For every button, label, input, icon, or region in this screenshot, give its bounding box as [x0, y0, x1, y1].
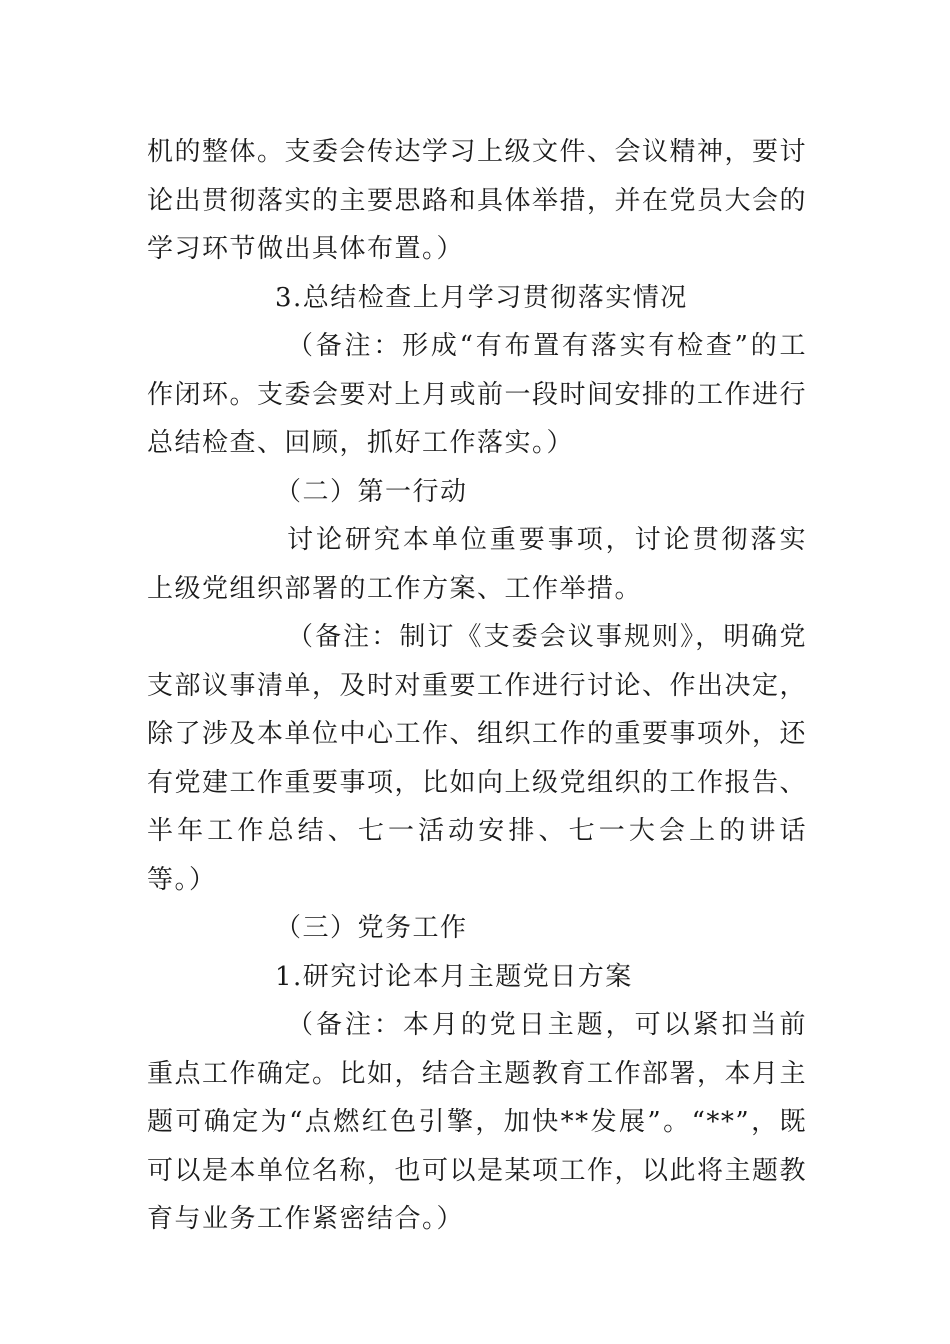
subheading-item-3: 3.总结检查上月学习贯彻落实情况	[275, 282, 688, 313]
note-paragraph: （备注：形成“有布置有落实有检查”的工作闭环。支委会要对上月或前一段时间安排的工作进行总结检查、回顾，抓好工作落实。）	[147, 331, 808, 458]
note-paragraph: （备注：制订《支委会议事规则》，明确党支部议事清单，及时对重要工作进行讨论、作出决定，除了涉及本单位中心工作、组织工作的重要事项外，还有党建工作重要事项，比如向上级党组织的工作报告、半年工作总结、七一活动安排、七一大会上的讲话等。）	[147, 622, 808, 895]
body-paragraph: 讨论研究本单位重要事项，讨论贯彻落实上级党组织部署的工作方案、工作举措。	[147, 525, 807, 604]
paragraph-continuation: 机的整体。支委会传达学习上级文件、会议精神，要讨论出贯彻落实的主要思路和具体举措，并在党员大会的学习环节做出具体布置。）	[147, 137, 808, 264]
section-heading-3: （三）党务工作	[275, 913, 468, 943]
note-paragraph: （备注：本月的党日主题，可以紧扣当前重点工作确定。比如，结合主题教育工作部署，本月主题可确定为“点燃红色引擎，加快**发展”。“**”，既可以是本单位名称，也可以是某项工作，以此将主题教育与业务工作紧密结合。）	[147, 1010, 808, 1234]
subheading-item-1: 1.研究讨论本月主题党日方案	[275, 961, 633, 992]
document-body	[147, 128, 807, 1244]
section-heading-2: （二）第一行动	[275, 476, 468, 507]
